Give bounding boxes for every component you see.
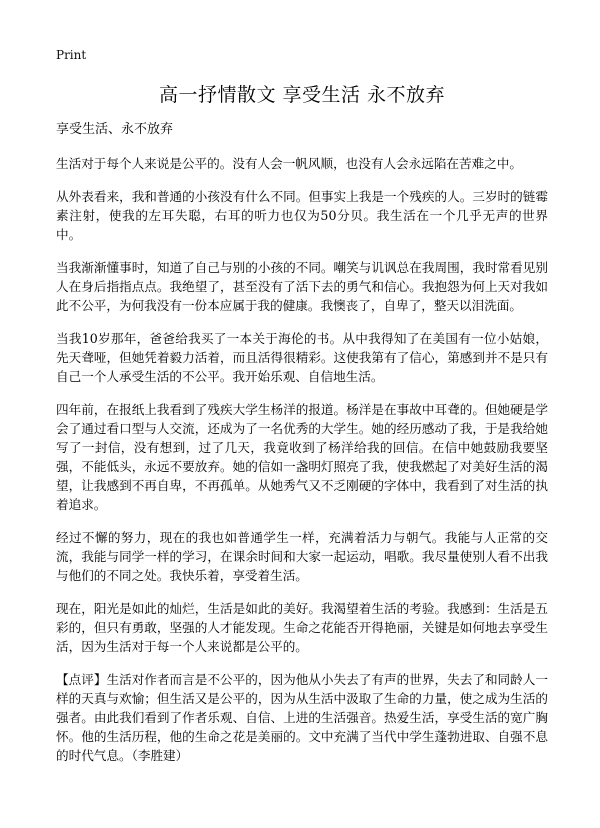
paragraph-effort: 经过不懈的努力，现在的我也如普通学生一样，充满着活力与朝气。我能与人正常的交流，我能与同学一样的学习，在课余时间和大家一起运动，唱歌。我尽量使别人看不出我与他们的不同之处。我快乐着，享受着生活。 xyxy=(56,530,548,583)
paragraph-intro: 生活对于每个人来说是公平的。没有人会一帆风顺，也没有人会永远陷在苦难之中。 xyxy=(56,156,522,171)
paragraph-appearance: 从外表看来，我和普通的小孩没有什么不同。但事实上我是一个残疾的人。三岁时的链霉素注射，使我的左耳失聪，右耳的听力也仅为50分贝。我生活在一个几乎无声的世界中。 xyxy=(56,189,548,242)
article-title: 高一抒情散文 享受生活 永不放弃 xyxy=(158,84,446,106)
paragraph-commentary: 【点评】生活对作者而言是不公平的，因为他从小失去了有声的世界，失去了和同龄人一样的天真与欢愉；但生活又是公平的，因为从生活中汲取了生命的力量，使之成为生活的强者。由此我们看到了作者乐观、自信、上进的生活强音。热爱生活，享受生活的宽广胸怀。他的生活历程，他的生命之花是美丽的。文中充满了当代中学生蓬勃进取、自强不息的时代气息。（李胜建） xyxy=(56,672,548,763)
paragraph-despair: 当我渐渐懂事时，知道了自己与别的小孩的不同。嘲笑与讥讽总在我周围，我时常看见别人在身后指指点点。我绝望了，甚至没有了活下去的勇气和信心。我抱怨为何上天对我如此不公平，为何我没有一份本应属于我的健康。我懊丧了，自卑了，整天以泪洗面。 xyxy=(56,260,548,313)
paragraph-helen-book: 当我10岁那年，爸爸给我买了一本关于海伦的书。从中我得知了在美国有一位小姑娘，先天聋哑，但她凭着毅力活着，而且活得很精彩。这使我第有了信心，第感到并不是只有自己一个人承受生活的不公平。我开始乐观、自信地生活。 xyxy=(56,331,548,384)
paragraph-present: 现在，阳光是如此的灿烂，生活是如此的美好。我渴望着生活的考验。我感到：生活是五彩的，但只有勇敢，坚强的人才能发现。生命之花能否开得艳丽，关键是如何地去享受生活，因为生活对于每一个人来说都是公平的。 xyxy=(56,601,548,654)
print-link[interactable]: Print xyxy=(56,48,87,62)
document-page xyxy=(56,44,548,765)
article-subtitle: 享受生活、永不放弃 xyxy=(56,122,174,137)
paragraph-yang-yang: 四年前，在报纸上我看到了残疾大学生杨洋的报道。杨洋是在事故中耳聋的。但她硬是学会了通过看口型与人交流，还成为了一名优秀的大学生。她的经历感动了我，于是我给她写了一封信，没有想到，过了几天，我竟收到了杨洋给我的回信。在信中她鼓励我要坚强，不能低头，永远不要放弃。她的信如一盏明灯照亮了我，使我燃起了对美好生活的渴望，让我感到不再自卑，不再孤单。从她秀气又不乏刚硬的字体中，我看到了对生活的执着追求。 xyxy=(56,402,548,512)
